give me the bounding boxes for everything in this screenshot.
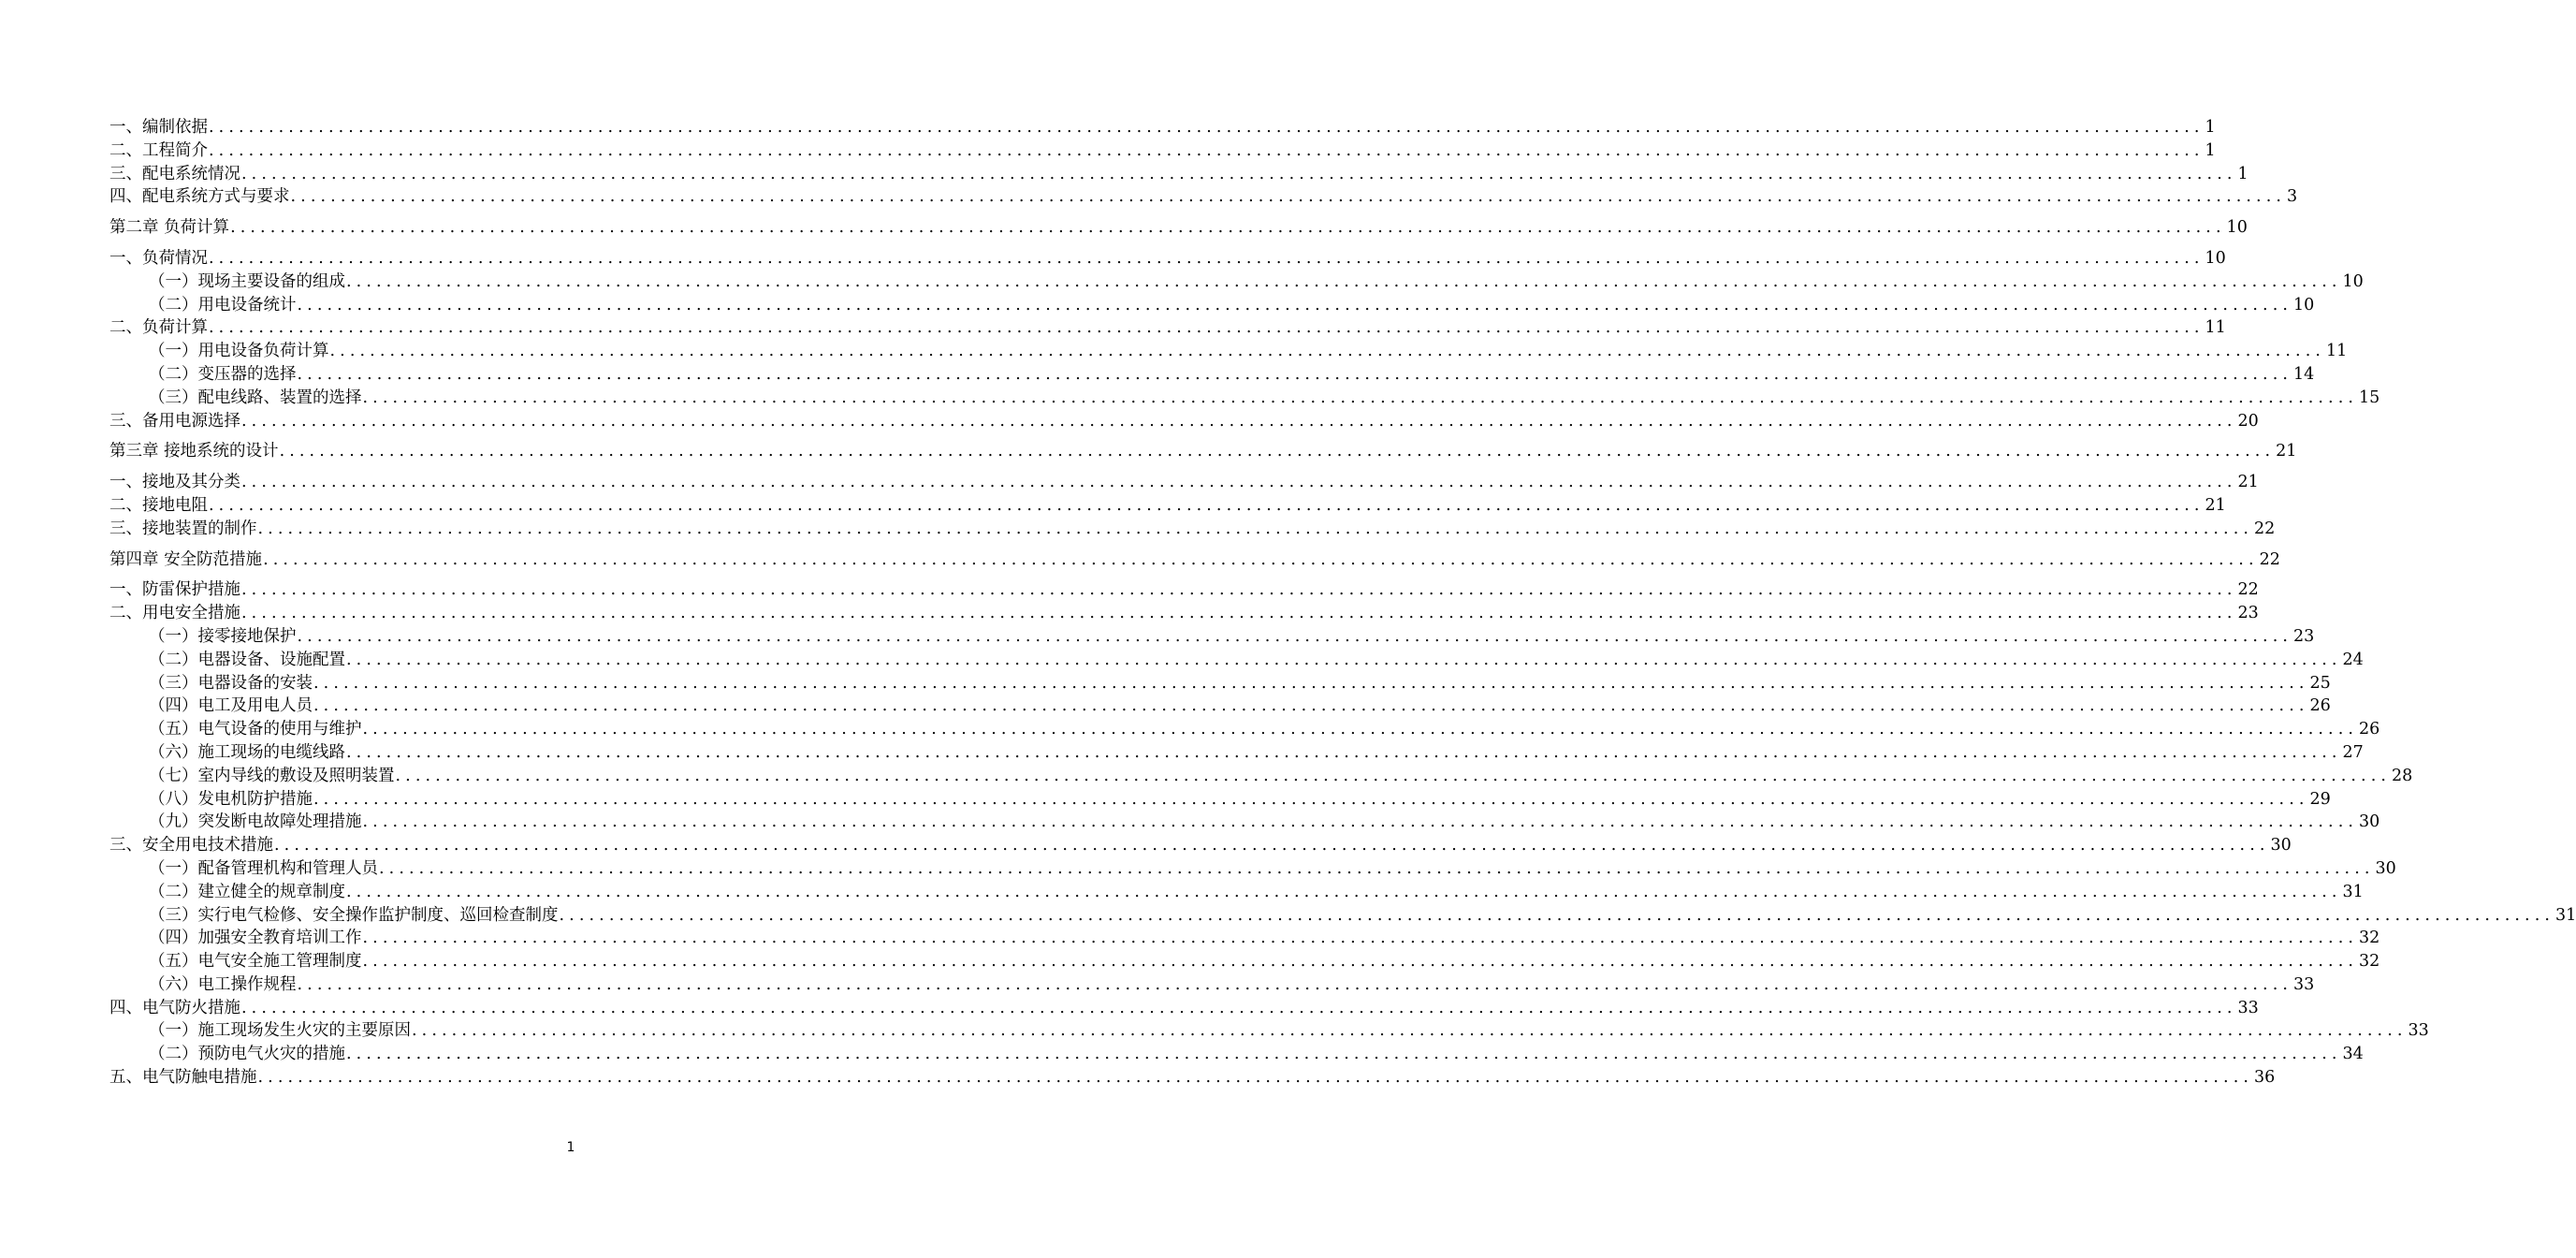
toc-entry[interactable] [109, 881, 2364, 904]
toc-leader-dots: ........................................................................................................................................................................................................ [263, 549, 2259, 569]
toc-entry[interactable] [109, 695, 2331, 718]
toc-leader-dots: ........................................................................................................................................................................................................ [313, 696, 2309, 716]
toc-entry-page: 15 [2359, 388, 2380, 407]
toc-leader-dots: ........................................................................................................................................................................................................ [313, 789, 2309, 809]
toc-entry-title: （八）发电机防护措施 [149, 789, 313, 809]
toc-entry-page: 23 [2237, 604, 2259, 623]
toc-entry-page: 24 [2342, 650, 2364, 669]
toc-entry-title: （三）电器设备的安装 [149, 673, 313, 693]
toc-entry-title: （五）电气设备的使用与维护 [149, 720, 362, 739]
toc-entry-page: 21 [2205, 495, 2226, 515]
toc-entry[interactable] [109, 765, 2413, 788]
toc-entry-page: 10 [2226, 218, 2248, 238]
toc-entry-title: 四、电气防火措施 [109, 998, 240, 1017]
toc-entry-page: 32 [2359, 952, 2380, 972]
toc-entry-title: （二）用电设备统计 [149, 295, 297, 314]
toc-entry[interactable] [109, 1019, 2429, 1043]
toc-entry-page: 34 [2342, 1045, 2364, 1064]
toc-entry-title: 四、配电系统方式与要求 [109, 187, 290, 207]
toc-entry[interactable] [109, 518, 2276, 541]
toc-entry[interactable] [109, 904, 2576, 928]
toc-entry-title: （三）实行电气检修、安全操作监护制度、巡回检查制度 [149, 905, 559, 925]
toc-leader-dots: ........................................................................................................................................................................................................ [379, 858, 2375, 878]
toc-entry-page: 31 [2555, 905, 2576, 925]
toc-leader-dots: ........................................................................................................................................................................................................ [329, 342, 2326, 361]
toc-leader-dots: ........................................................................................................................................................................................................ [209, 140, 2205, 160]
toc-entry-page: 10 [2342, 271, 2364, 291]
toc-leader-dots: ........................................................................................................................................................................................................ [362, 720, 2359, 739]
toc-entry-title: （一）配备管理机构和管理人员 [149, 858, 378, 878]
toc-leader-dots: ........................................................................................................................................................................................................ [362, 929, 2359, 948]
toc-entry-title: （四）加强安全教育培训工作 [149, 929, 362, 948]
toc-entry[interactable] [109, 410, 2259, 433]
toc-entry-title: 第四章 安全防范措施 [109, 549, 263, 569]
toc-leader-dots: ........................................................................................................................................................................................................ [257, 519, 2254, 538]
toc-leader-dots: ........................................................................................................................................................................................................ [209, 318, 2205, 338]
toc-entry[interactable] [109, 387, 2380, 410]
toc-entry[interactable] [109, 788, 2331, 812]
toc-entry-title: （九）突发断电故障处理措施 [149, 812, 362, 832]
toc-entry[interactable] [109, 1066, 2276, 1090]
toc-chapter-entry[interactable] [109, 549, 2280, 572]
toc-leader-dots: ........................................................................................................................................................................................................ [297, 364, 2293, 384]
toc-entry-page: 22 [2259, 549, 2280, 569]
toc-entry-page: 30 [2270, 836, 2292, 856]
toc-leader-dots: ........................................................................................................................................................................................................ [209, 495, 2205, 515]
toc-entry-page: 26 [2359, 720, 2380, 739]
toc-entry-page: 22 [2237, 580, 2259, 600]
toc-leader-dots: ........................................................................................................................................................................................................ [257, 1068, 2254, 1088]
toc-entry-title: 第三章 接地系统的设计 [109, 442, 279, 461]
toc-leader-dots: ........................................................................................................................................................................................................ [346, 1045, 2342, 1064]
toc-entry-page: 22 [2254, 519, 2276, 538]
toc-leader-dots: ........................................................................................................................................................................................................ [346, 650, 2342, 669]
toc-entry-page: 32 [2359, 929, 2380, 948]
toc-leader-dots: ........................................................................................................................................................................................................ [209, 248, 2205, 268]
toc-leader-dots: ........................................................................................................................................................................................................ [290, 187, 2287, 207]
toc-entry[interactable] [109, 116, 2216, 139]
toc-entry-page: 29 [2309, 789, 2331, 809]
toc-entry-title: 三、接地装置的制作 [109, 519, 257, 538]
toc-entry-title: （三）配电线路、装置的选择 [149, 388, 362, 407]
toc-entry[interactable] [109, 741, 2364, 765]
toc-entry-title: 三、安全用电技术措施 [109, 836, 273, 856]
toc-entry-title: （七）室内导线的敷设及照明装置 [149, 766, 395, 785]
toc-leader-dots: ........................................................................................................................................................................................................ [241, 473, 2237, 492]
toc-leader-dots: ........................................................................................................................................................................................................ [346, 742, 2342, 762]
toc-entry-title: 第二章 负荷计算 [109, 218, 230, 238]
toc-entry-page: 1 [2205, 140, 2216, 160]
toc-leader-dots: ........................................................................................................................................................................................................ [241, 998, 2237, 1017]
toc-entry-title: （五）电气安全施工管理制度 [149, 952, 362, 972]
toc-entry-page: 30 [2359, 812, 2380, 832]
toc-entry-page: 33 [2408, 1021, 2429, 1041]
toc-entry-page: 3 [2287, 187, 2298, 207]
toc-entry-title: （六）电工操作规程 [149, 974, 297, 994]
toc-leader-dots: ........................................................................................................................................................................................................ [241, 580, 2237, 600]
toc-entry-page: 21 [2237, 473, 2259, 492]
toc-leader-dots: ........................................................................................................................................................................................................ [395, 766, 2392, 785]
toc-entry-title: 一、防雷保护措施 [109, 580, 240, 600]
toc-leader-dots: ........................................................................................................................................................................................................ [241, 411, 2237, 431]
toc-entry-title: 一、编制依据 [109, 118, 208, 137]
toc-entry-title: （二）建立健全的规章制度 [149, 882, 345, 901]
toc-entry[interactable] [109, 494, 2226, 518]
toc-entry-title: 二、工程简介 [109, 140, 208, 160]
toc-entry[interactable] [109, 471, 2259, 494]
toc-entry-title: （二）电器设备、设施配置 [149, 650, 345, 669]
toc-leader-dots: ........................................................................................................................................................................................................ [297, 974, 2293, 994]
toc-entry[interactable] [109, 718, 2380, 741]
toc-entry[interactable] [109, 271, 2364, 294]
toc-entry-title: 二、负荷计算 [109, 318, 208, 338]
toc-leader-dots: ........................................................................................................................................................................................................ [297, 295, 2293, 314]
toc-entry-page: 26 [2309, 696, 2331, 716]
toc-entry-page: 28 [2392, 766, 2413, 785]
toc-entry-page: 25 [2309, 673, 2331, 693]
toc-entry-title: （二）变压器的选择 [149, 364, 297, 384]
toc-entry[interactable] [109, 602, 2259, 625]
toc-leader-dots: ........................................................................................................................................................................................................ [346, 271, 2342, 291]
toc-leader-dots: ........................................................................................................................................................................................................ [279, 442, 2276, 461]
toc-leader-dots: ........................................................................................................................................................................................................ [362, 812, 2359, 832]
toc-entry[interactable] [109, 857, 2396, 881]
toc-entry-title: 三、备用电源选择 [109, 411, 240, 431]
toc-entry-title: 三、配电系统情况 [109, 164, 240, 183]
toc-entry[interactable] [109, 1043, 2364, 1066]
toc-entry[interactable] [109, 649, 2364, 672]
toc-entry-page: 31 [2342, 882, 2364, 901]
toc-entry-page: 30 [2375, 858, 2396, 878]
toc-entry-page: 11 [2205, 318, 2226, 338]
toc-entry[interactable] [109, 340, 2348, 363]
toc-entry-page: 14 [2293, 364, 2315, 384]
toc-entry[interactable] [109, 672, 2331, 695]
toc-entry-page: 27 [2342, 742, 2364, 762]
toc-entry-title: 五、电气防触电措施 [109, 1068, 257, 1088]
toc-entry-title: （二）预防电气火灾的措施 [149, 1045, 345, 1064]
toc-entry-title: （一）施工现场发生火灾的主要原因 [149, 1021, 411, 1041]
toc-entry-page: 10 [2293, 295, 2315, 314]
toc-entry-page: 11 [2326, 342, 2348, 361]
toc-entry-title: （六）施工现场的电缆线路 [149, 742, 345, 762]
toc-entry[interactable] [109, 997, 2259, 1020]
toc-entry-page: 36 [2254, 1068, 2276, 1088]
toc-entry[interactable] [109, 834, 2292, 857]
toc-chapter-entry[interactable] [109, 216, 2248, 240]
toc-entry-title: （四）电工及用电人员 [149, 696, 313, 716]
toc-leader-dots: ........................................................................................................................................................................................................ [297, 626, 2293, 646]
toc-entry-title: 二、接地电阻 [109, 495, 208, 515]
toc-entry[interactable] [109, 927, 2380, 950]
toc-entry-page: 1 [2237, 164, 2249, 183]
toc-entry-title: （一）接零接地保护 [149, 626, 297, 646]
toc-entry[interactable] [109, 247, 2226, 271]
toc-entry-title: 二、用电安全措施 [109, 604, 240, 623]
toc-entry-page: 21 [2276, 442, 2297, 461]
toc-entry-page: 23 [2293, 626, 2315, 646]
page-number: 1 [566, 1140, 575, 1155]
toc-leader-dots: ........................................................................................................................................................................................................ [209, 118, 2205, 137]
toc-entry-page: 1 [2205, 118, 2216, 137]
table-of-contents [109, 116, 2576, 1090]
toc-entry[interactable] [109, 973, 2315, 997]
toc-leader-dots: ........................................................................................................................................................................................................ [241, 164, 2237, 183]
toc-entry-title: 一、负荷情况 [109, 248, 208, 268]
toc-entry-page: 33 [2293, 974, 2315, 994]
toc-entry[interactable] [109, 163, 2249, 186]
toc-leader-dots: ........................................................................................................................................................................................................ [362, 952, 2359, 972]
toc-entry[interactable] [109, 811, 2380, 834]
toc-leader-dots: ........................................................................................................................................................................................................ [346, 882, 2342, 901]
toc-entry-title: （一）现场主要设备的组成 [149, 271, 345, 291]
toc-entry[interactable] [109, 316, 2226, 340]
toc-entry[interactable] [109, 578, 2259, 602]
toc-chapter-entry[interactable] [109, 440, 2297, 463]
toc-entry[interactable] [109, 185, 2298, 209]
toc-leader-dots: ........................................................................................................................................................................................................ [559, 905, 2555, 925]
toc-entry-title: 一、接地及其分类 [109, 473, 240, 492]
toc-entry-page: 20 [2237, 411, 2259, 431]
toc-entry[interactable] [109, 363, 2315, 387]
toc-entry[interactable] [109, 294, 2315, 317]
toc-entry-page: 33 [2237, 998, 2259, 1017]
toc-leader-dots: ........................................................................................................................................................................................................ [362, 388, 2359, 407]
toc-entry-title: （一）用电设备负荷计算 [149, 342, 329, 361]
toc-leader-dots: ........................................................................................................................................................................................................ [274, 836, 2270, 856]
toc-leader-dots: ........................................................................................................................................................................................................ [412, 1021, 2408, 1041]
toc-leader-dots: ........................................................................................................................................................................................................ [241, 604, 2237, 623]
toc-entry[interactable] [109, 625, 2315, 649]
toc-entry[interactable] [109, 139, 2216, 163]
toc-entry[interactable] [109, 950, 2380, 973]
toc-entry-page: 10 [2205, 248, 2226, 268]
toc-leader-dots: ........................................................................................................................................................................................................ [230, 218, 2226, 238]
toc-leader-dots: ........................................................................................................................................................................................................ [313, 673, 2309, 693]
